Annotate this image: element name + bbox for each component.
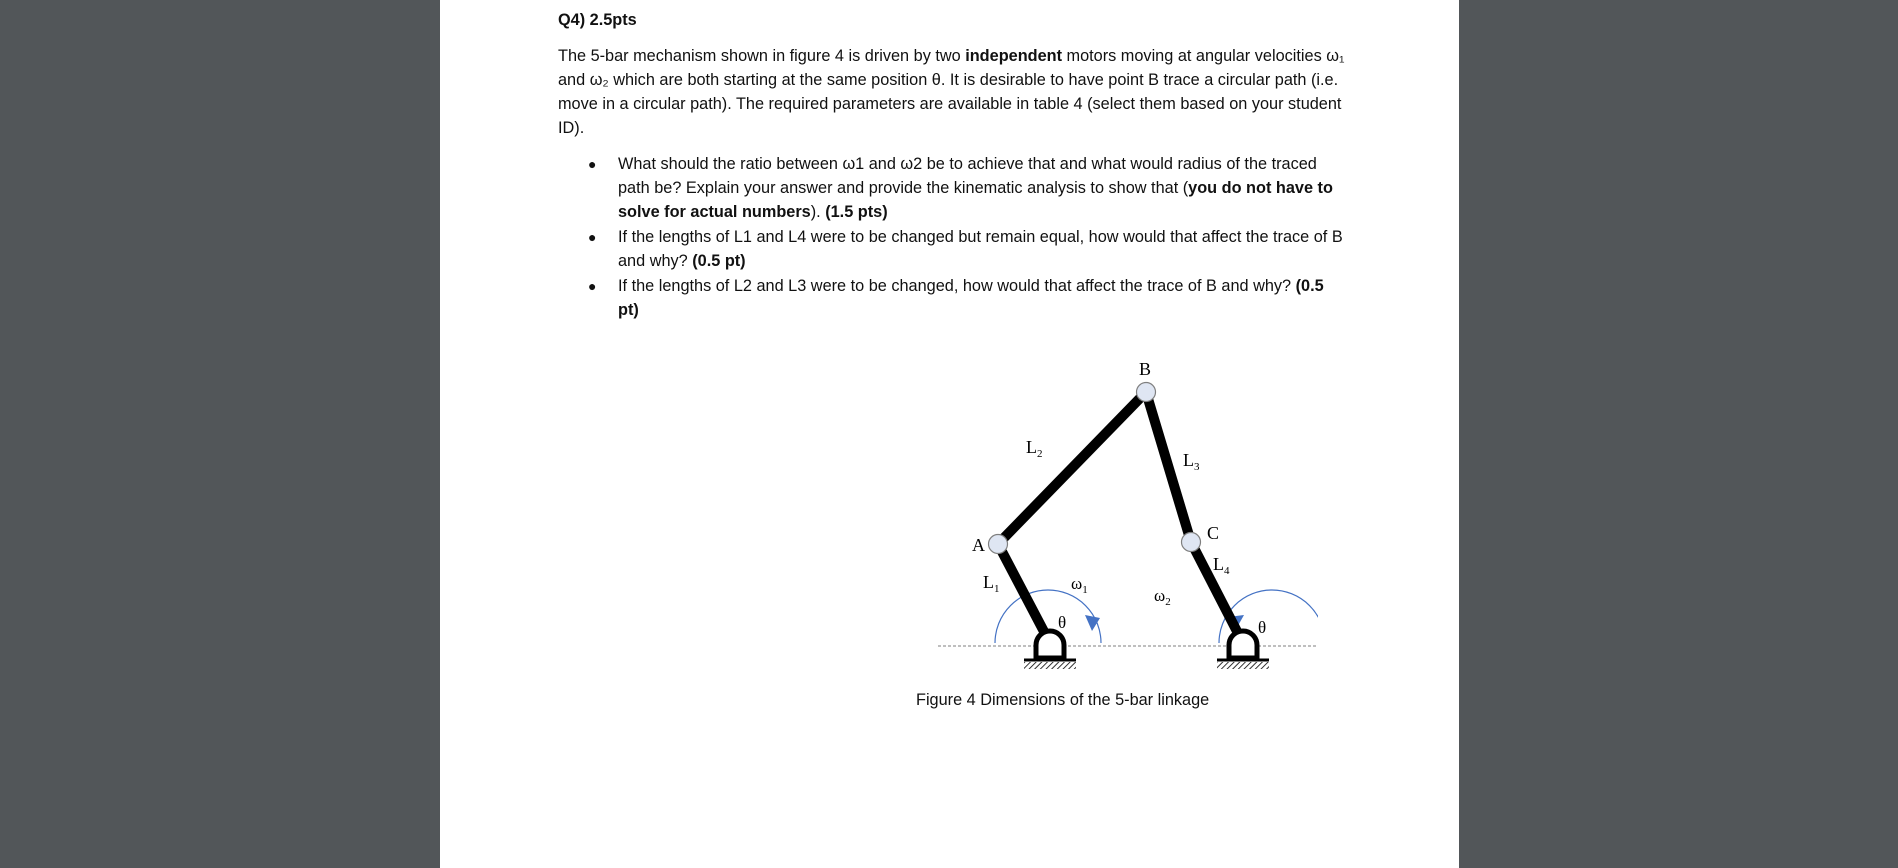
joint-a: [989, 535, 1008, 554]
label-theta-right: θ: [1258, 618, 1267, 637]
question-content: [558, 8, 1348, 709]
document-page: [440, 0, 1459, 868]
bullet-dot-icon: ●: [588, 156, 597, 172]
bullet-1-bold: you do not have to solve for actual numbers: [618, 179, 1333, 221]
label-l4: $L_4$: [1213, 554, 1230, 577]
bullet-3-text: If the lengths of L2 and L3 were to be changed, how would that affect the trace of B and why?: [618, 277, 1296, 295]
label-l1: $L_1$: [983, 572, 1000, 595]
label-omega2: $\omega_2$: [1154, 586, 1171, 608]
joint-c: [1182, 533, 1201, 552]
paragraph-text-1: The 5-bar mechanism shown in figure 4 is driven by two: [558, 47, 966, 65]
five-bar-figure: [858, 353, 1318, 683]
question-paragraph: [558, 44, 1348, 140]
bullet-2-points: (0.5 pt): [692, 252, 746, 270]
bullet-1-text: What should the ratio between ω1 and ω2 be to achieve that and what would radius of the traced path be? Explain your answer and provide the kinematic analysis to show that (: [618, 155, 1317, 197]
figure-caption: Figure 4 Dimensions of the 5-bar linkage: [916, 691, 1210, 709]
bullet-3-points: (0.5 pt): [618, 277, 1324, 319]
label-l3: $L_3$: [1183, 450, 1200, 473]
label-l2: $L_2$: [1026, 437, 1043, 460]
bullet-item-1: [558, 152, 1348, 224]
bullet-1-text-2: ).: [810, 203, 826, 221]
bullet-1-points: (1.5 pts): [825, 203, 888, 221]
label-c: C: [1207, 523, 1220, 543]
bullet-dot-icon: ●: [588, 229, 597, 245]
bullet-2-text: If the lengths of L1 and L4 were to be changed but remain equal, how would that affect the trace of B and why?: [618, 228, 1343, 270]
label-a: A: [972, 535, 985, 555]
label-theta-left: θ: [1058, 613, 1067, 632]
bullet-item-2: [558, 225, 1348, 273]
label-b: B: [1139, 359, 1152, 379]
paragraph-text-2: motors moving at angular velocities ω₁ and ω₂ which are both starting at the same position θ. It is desirable to have point B trace a circular path (i.e. move in a circular path). The required parameters are available in table 4 (select them based on your student ID).: [558, 47, 1345, 137]
bullet-dot-icon: ●: [588, 278, 597, 294]
question-bullet-list: [558, 152, 1348, 322]
label-omega1: $\omega_1$: [1071, 574, 1088, 596]
joint-b: [1137, 383, 1156, 402]
ground-pivot-left: [1024, 631, 1076, 669]
five-bar-diagram: [858, 353, 1318, 683]
paragraph-bold-independent: independent: [965, 47, 1062, 65]
link-l1: [998, 544, 1050, 643]
bullet-item-3: [558, 274, 1348, 322]
link-l2: [998, 392, 1146, 544]
question-title: Q4) 2.5pts: [558, 11, 637, 29]
